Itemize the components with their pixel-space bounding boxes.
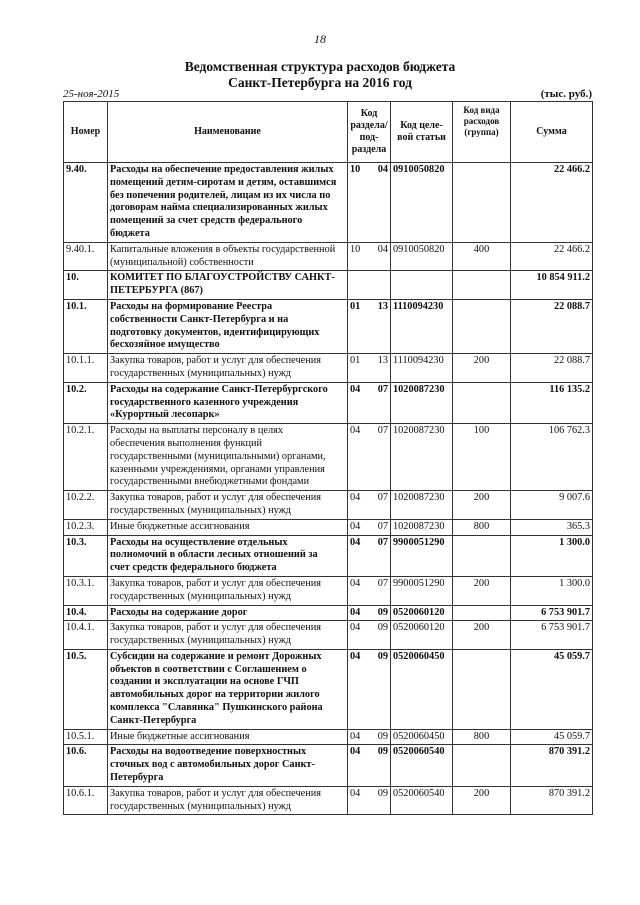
table-row: [64, 163, 593, 243]
row-sum: 45 059.7: [511, 729, 593, 745]
row-section: 04: [348, 729, 366, 745]
row-section: 04: [348, 519, 366, 535]
row-number: 9.40.: [64, 163, 108, 243]
table-row: [64, 271, 593, 300]
row-section: 04: [348, 786, 366, 815]
row-section: 04: [348, 424, 366, 491]
row-subsection: [366, 271, 391, 300]
row-subsection: 07: [366, 535, 391, 576]
page-number: 18: [314, 32, 326, 46]
row-section: 01: [348, 354, 366, 383]
row-expense-group: 200: [453, 621, 511, 650]
row-subsection: 09: [366, 786, 391, 815]
row-name: Расходы на осуществление отдельных полномочий в области лесных отношений за счет средств федерального бюджета: [108, 535, 348, 576]
title-line-2: Санкт-Петербурга на 2016 год: [228, 75, 412, 90]
table-row: [64, 299, 593, 353]
row-number: 10.5.1.: [64, 729, 108, 745]
row-name: Расходы на формирование Реестра собственности Санкт-Петербурга и на подготовку документов, идентифицирующих бесхозяйное имущество: [108, 299, 348, 353]
row-section: 10: [348, 242, 366, 271]
row-expense-group: [453, 605, 511, 621]
header-group: Код вида расходов (группа): [453, 102, 511, 163]
row-section: [348, 271, 366, 300]
header-sum: Сумма: [511, 102, 593, 163]
title-line-1: Ведомственная структура расходов бюджета: [184, 59, 456, 74]
table-row: [64, 354, 593, 383]
row-name: Закупка товаров, работ и услуг для обеспечения государственных (муниципальных) нужд: [108, 491, 348, 520]
row-subsection: 09: [366, 605, 391, 621]
row-number: 10.2.1.: [64, 424, 108, 491]
row-name: Капитальные вложения в объекты государственной (муниципальной) собственности: [108, 242, 348, 271]
row-number: 10.1.: [64, 299, 108, 353]
row-sum: 1 300.0: [511, 576, 593, 605]
row-subsection: 13: [366, 354, 391, 383]
row-sum: 22 088.7: [511, 354, 593, 383]
table-row: [64, 535, 593, 576]
row-expense-group: [453, 649, 511, 729]
row-number: 10.3.: [64, 535, 108, 576]
row-number: 10.3.1.: [64, 576, 108, 605]
table-row: [64, 576, 593, 605]
row-target-code: 0910050820: [391, 242, 453, 271]
row-sum: 106 762.3: [511, 424, 593, 491]
row-expense-group: [453, 299, 511, 353]
row-expense-group: 200: [453, 576, 511, 605]
row-sum: 1 300.0: [511, 535, 593, 576]
row-expense-group: [453, 535, 511, 576]
row-sum: 6 753 901.7: [511, 621, 593, 650]
row-subsection: 07: [366, 519, 391, 535]
row-target-code: 1020087230: [391, 519, 453, 535]
row-name: Расходы на выплаты персоналу в целях обеспечения выполнения функций государственными (муниципальными) органами, казенными учреждениями, органами управления государственными внебюджетными фондами: [108, 424, 348, 491]
row-section: 10: [348, 163, 366, 243]
table-row: [64, 382, 593, 423]
row-expense-group: 200: [453, 491, 511, 520]
row-expense-group: [453, 745, 511, 786]
row-expense-group: [453, 163, 511, 243]
row-target-code: 1020087230: [391, 424, 453, 491]
row-target-code: 1020087230: [391, 491, 453, 520]
row-number: 10.2.3.: [64, 519, 108, 535]
row-sum: 22 466.2: [511, 163, 593, 243]
row-name: КОМИТЕТ ПО БЛАГОУСТРОЙСТВУ САНКТ- ПЕТЕРБУРГА (867): [108, 271, 348, 300]
row-number: 10.4.: [64, 605, 108, 621]
row-name: Расходы на водоотведение поверхностных сточных вод с автомобильных дорог Санкт- Петербурга: [108, 745, 348, 786]
row-target-code: [391, 271, 453, 300]
table-row: [64, 242, 593, 271]
row-target-code: 9900051290: [391, 535, 453, 576]
table-row: [64, 649, 593, 729]
row-name: Иные бюджетные ассигнования: [108, 729, 348, 745]
document-title: [0, 59, 640, 91]
row-name: Закупка товаров, работ и услуг для обеспечения государственных (муниципальных) нужд: [108, 786, 348, 815]
row-section: 04: [348, 621, 366, 650]
row-subsection: 09: [366, 621, 391, 650]
budget-table: [63, 101, 593, 815]
row-subsection: 07: [366, 491, 391, 520]
row-expense-group: [453, 271, 511, 300]
row-name: Иные бюджетные ассигнования: [108, 519, 348, 535]
row-name: Закупка товаров, работ и услуг для обеспечения государственных (муниципальных) нужд: [108, 621, 348, 650]
row-number: 10.: [64, 271, 108, 300]
row-number: 10.5.: [64, 649, 108, 729]
table-row: [64, 424, 593, 491]
row-target-code: 1110094230: [391, 299, 453, 353]
row-sum: 365.3: [511, 519, 593, 535]
row-section: 04: [348, 576, 366, 605]
row-target-code: 0520060120: [391, 605, 453, 621]
row-subsection: 09: [366, 745, 391, 786]
row-target-code: 0520060540: [391, 745, 453, 786]
table-row: [64, 786, 593, 815]
table-row: [64, 729, 593, 745]
row-section: 04: [348, 382, 366, 423]
row-sum: 22 088.7: [511, 299, 593, 353]
row-expense-group: [453, 382, 511, 423]
row-expense-group: 800: [453, 729, 511, 745]
row-name: Расходы на содержание дорог: [108, 605, 348, 621]
header-target: Код целе-вой статьи: [391, 102, 453, 163]
row-subsection: 13: [366, 299, 391, 353]
header-number: Номер: [64, 102, 108, 163]
row-section: 04: [348, 605, 366, 621]
row-subsection: 07: [366, 576, 391, 605]
row-subsection: 04: [366, 163, 391, 243]
row-expense-group: 200: [453, 786, 511, 815]
row-section: 04: [348, 745, 366, 786]
row-subsection: 09: [366, 729, 391, 745]
row-name: Субсидии на содержание и ремонт Дорожных объектов в соответствии с Соглашением о создании и эксплуатации на основе ГЧП автомобильных дорог на территории жилого комплекса "Славянка" Пушкинского района Санкт-Петербурга: [108, 649, 348, 729]
table-row: [64, 605, 593, 621]
header-name: Наименование: [108, 102, 348, 163]
row-target-code: 0520060450: [391, 729, 453, 745]
row-sum: 45 059.7: [511, 649, 593, 729]
row-subsection: 09: [366, 649, 391, 729]
row-name: Расходы на содержание Санкт-Петербургского государственного казенного учреждения «Курортный лесопарк»: [108, 382, 348, 423]
table-row: [64, 621, 593, 650]
row-section: 04: [348, 649, 366, 729]
table-row: [64, 519, 593, 535]
header-section: Код раздела/ под-раздела: [348, 102, 391, 163]
row-target-code: 1020087230: [391, 382, 453, 423]
row-section: 01: [348, 299, 366, 353]
row-target-code: 0520060450: [391, 649, 453, 729]
row-number: 10.2.2.: [64, 491, 108, 520]
row-subsection: 07: [366, 382, 391, 423]
row-subsection: 07: [366, 424, 391, 491]
row-sum: 6 753 901.7: [511, 605, 593, 621]
row-expense-group: 800: [453, 519, 511, 535]
row-expense-group: 200: [453, 354, 511, 383]
row-section: 04: [348, 491, 366, 520]
row-section: 04: [348, 535, 366, 576]
row-number: 9.40.1.: [64, 242, 108, 271]
row-target-code: 9900051290: [391, 576, 453, 605]
row-sum: 870 391.2: [511, 786, 593, 815]
row-expense-group: 100: [453, 424, 511, 491]
row-sum: 870 391.2: [511, 745, 593, 786]
row-name: Закупка товаров, работ и услуг для обеспечения государственных (муниципальных) нужд: [108, 576, 348, 605]
units-label: (тыс. руб.): [540, 88, 592, 100]
row-sum: 22 466.2: [511, 242, 593, 271]
row-number: 10.4.1.: [64, 621, 108, 650]
table-row: [64, 745, 593, 786]
row-number: 10.1.1.: [64, 354, 108, 383]
row-name: Закупка товаров, работ и услуг для обеспечения государственных (муниципальных) нужд: [108, 354, 348, 383]
row-target-code: 0520060120: [391, 621, 453, 650]
row-name: Расходы на обеспечение предоставления жилых помещений детям-сиротам и детям, оставшимся без попечения родителей, лицам из их числа по договорам найма специализированных жилых помещений за счет средств федерального бюджета: [108, 163, 348, 243]
row-sum: 9 007.6: [511, 491, 593, 520]
row-target-code: 1110094230: [391, 354, 453, 383]
row-target-code: 0910050820: [391, 163, 453, 243]
document-date: 25-ноя-2015: [63, 88, 120, 100]
row-number: 10.6.: [64, 745, 108, 786]
row-expense-group: 400: [453, 242, 511, 271]
row-subsection: 04: [366, 242, 391, 271]
table-row: [64, 491, 593, 520]
row-number: 10.6.1.: [64, 786, 108, 815]
row-number: 10.2.: [64, 382, 108, 423]
row-target-code: 0520060540: [391, 786, 453, 815]
row-sum: 116 135.2: [511, 382, 593, 423]
row-sum: 10 854 911.2: [511, 271, 593, 300]
